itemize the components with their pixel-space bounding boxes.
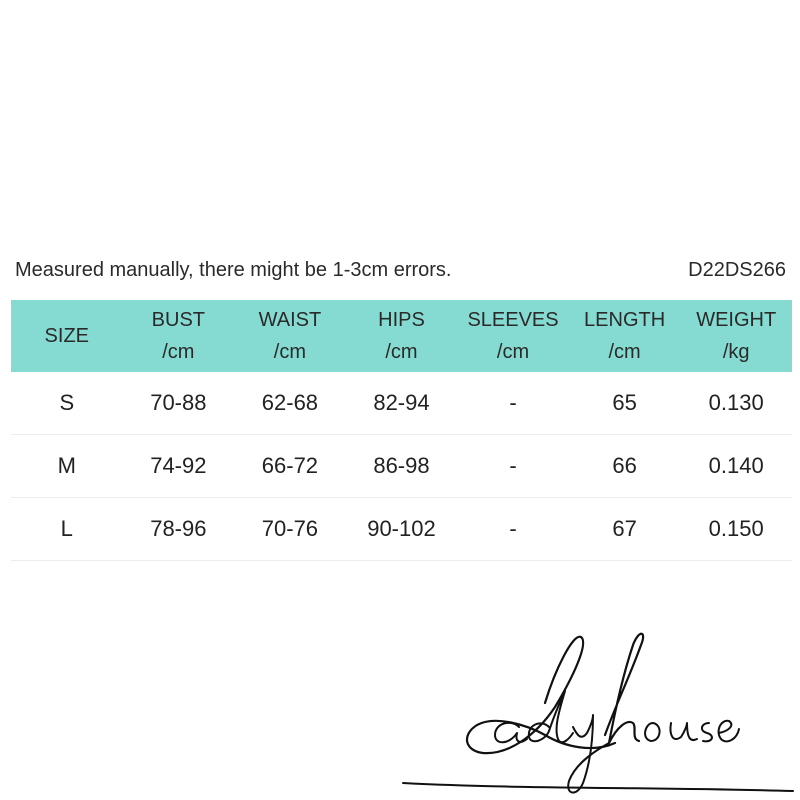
table-row (11, 372, 792, 435)
cell-waist: 62-68 (234, 372, 346, 435)
size-chart-table (11, 300, 792, 561)
cell-bust: 78-96 (123, 498, 235, 561)
ladyhouse-logo (395, 615, 800, 800)
cell-hips: 90-102 (346, 498, 458, 561)
header-weight-unit: /kg (722, 341, 750, 363)
cell-weight: 0.130 (680, 372, 792, 435)
cell-hips: 86-98 (346, 435, 458, 498)
header-weight-label: WEIGHT (696, 309, 777, 331)
header-sleeves-label: SLEEVES (467, 309, 559, 331)
table-row (11, 498, 792, 561)
header-bust-unit: /cm (162, 341, 195, 363)
cell-sleeves: - (457, 435, 569, 498)
header-waist-unit: /cm (273, 341, 307, 363)
cell-waist: 66-72 (234, 435, 346, 498)
measurement-note: Measured manually, there might be 1-3cm errors. (15, 258, 452, 281)
header-waist-label: WAIST (258, 309, 322, 331)
cell-length: 66 (569, 435, 681, 498)
cell-size: L (11, 498, 123, 561)
product-code: D22DS266 (688, 258, 786, 281)
cell-bust: 74-92 (123, 435, 235, 498)
cell-weight: 0.140 (680, 435, 792, 498)
cell-length: 67 (569, 498, 681, 561)
header-hips-unit: /cm (385, 341, 418, 363)
header-sleeves-unit: /cm (496, 341, 530, 363)
cell-hips: 82-94 (346, 372, 458, 435)
table-row (11, 435, 792, 498)
header-weight (680, 300, 792, 372)
measurement-note-row (15, 256, 786, 284)
cell-sleeves: - (457, 372, 569, 435)
header-length (569, 300, 681, 372)
header-bust (123, 300, 235, 372)
cell-size: M (11, 435, 123, 498)
header-waist (234, 300, 346, 372)
header-hips-label: HIPS (378, 309, 425, 331)
cell-sleeves: - (457, 498, 569, 561)
header-length-unit: /cm (608, 341, 641, 363)
header-length-label: LENGTH (584, 309, 666, 331)
cell-length: 65 (569, 372, 681, 435)
header-size (11, 300, 123, 372)
header-sleeves (457, 300, 569, 372)
cell-waist: 70-76 (234, 498, 346, 561)
header-bust-label: BUST (151, 309, 206, 331)
cell-size: S (11, 372, 123, 435)
table-header-row (11, 300, 792, 372)
cell-bust: 70-88 (123, 372, 235, 435)
header-size-label: SIZE (44, 325, 89, 347)
header-hips (346, 300, 458, 372)
cell-weight: 0.150 (680, 498, 792, 561)
